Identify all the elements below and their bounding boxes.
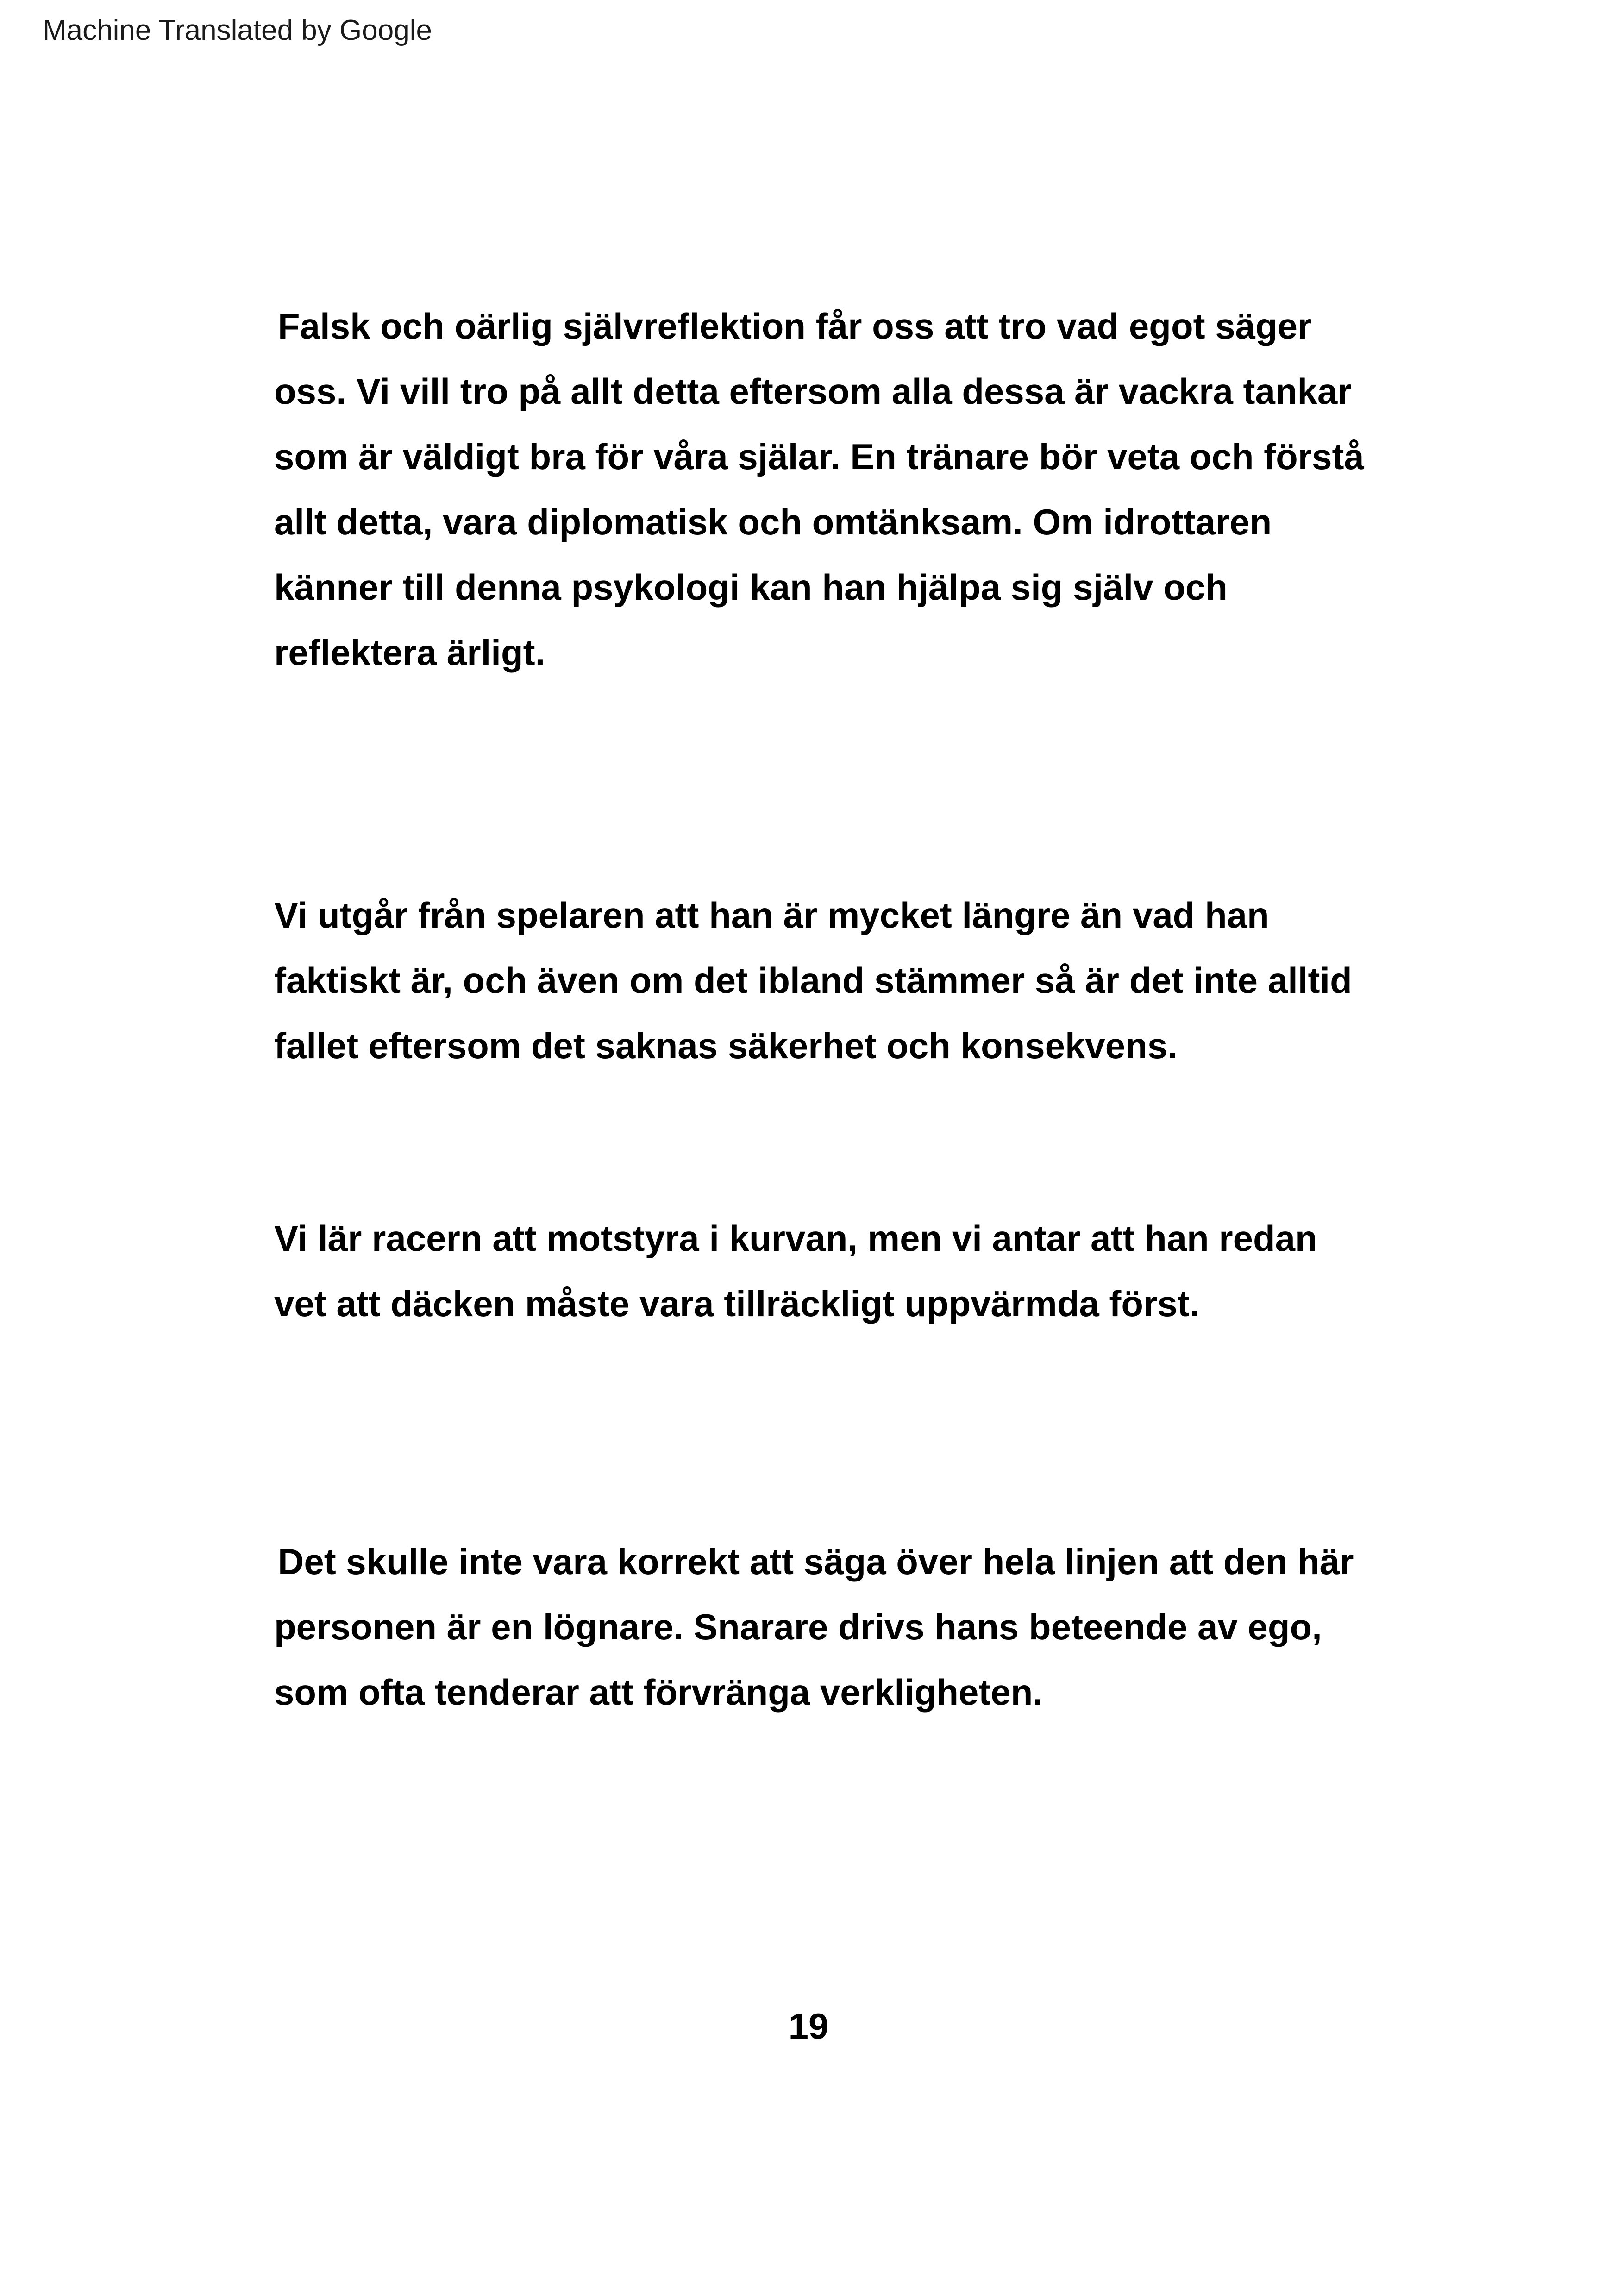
paragraph-ego-behavior [274, 1529, 1354, 1725]
paragraph-line: reflektera ärligt. [274, 632, 545, 673]
paragraph-line: fallet eftersom det saknas säkerhet och konsekvens. [274, 1025, 1178, 1066]
paragraph-self-reflection [274, 294, 1364, 685]
paragraph-line: som ofta tenderar att förvränga verkligheten. [274, 1672, 1043, 1713]
paragraph-line: Falsk och oärlig självreflektion får oss att tro vad egot säger [278, 306, 1312, 346]
page-number: 19 [788, 2006, 829, 2046]
paragraph-racer-countersteer [274, 1206, 1317, 1336]
paragraph-line: allt detta, vara diplomatisk och omtänksam. Om idrottaren [274, 502, 1272, 542]
paragraph-line: känner till denna psykologi kan han hjälpa sig själv och [274, 567, 1228, 608]
paragraph-line: Det skulle inte vara korrekt att säga över hela linjen att den här [278, 1541, 1354, 1582]
paragraph-line: som är väldigt bra för våra själar. En tränare bör veta och förstå [274, 436, 1364, 477]
paragraph-line: oss. Vi vill tro på allt detta eftersom alla dessa är vackra tankar [274, 371, 1352, 412]
paragraph-line: personen är en lögnare. Snarare drivs hans beteende av ego, [274, 1606, 1322, 1647]
machine-translation-notice: Machine Translated by Google [43, 14, 432, 46]
paragraph-line: vet att däcken måste vara tillräckligt uppvärmda först. [274, 1283, 1200, 1324]
paragraph-player-assumption [274, 883, 1352, 1079]
paragraph-line: Vi utgår från spelaren att han är mycket längre än vad han [274, 895, 1269, 935]
paragraph-line: Vi lär racern att motstyra i kurvan, men vi antar att han redan [274, 1218, 1317, 1259]
paragraph-line: faktiskt är, och även om det ibland stämmer så är det inte alltid [274, 960, 1352, 1001]
